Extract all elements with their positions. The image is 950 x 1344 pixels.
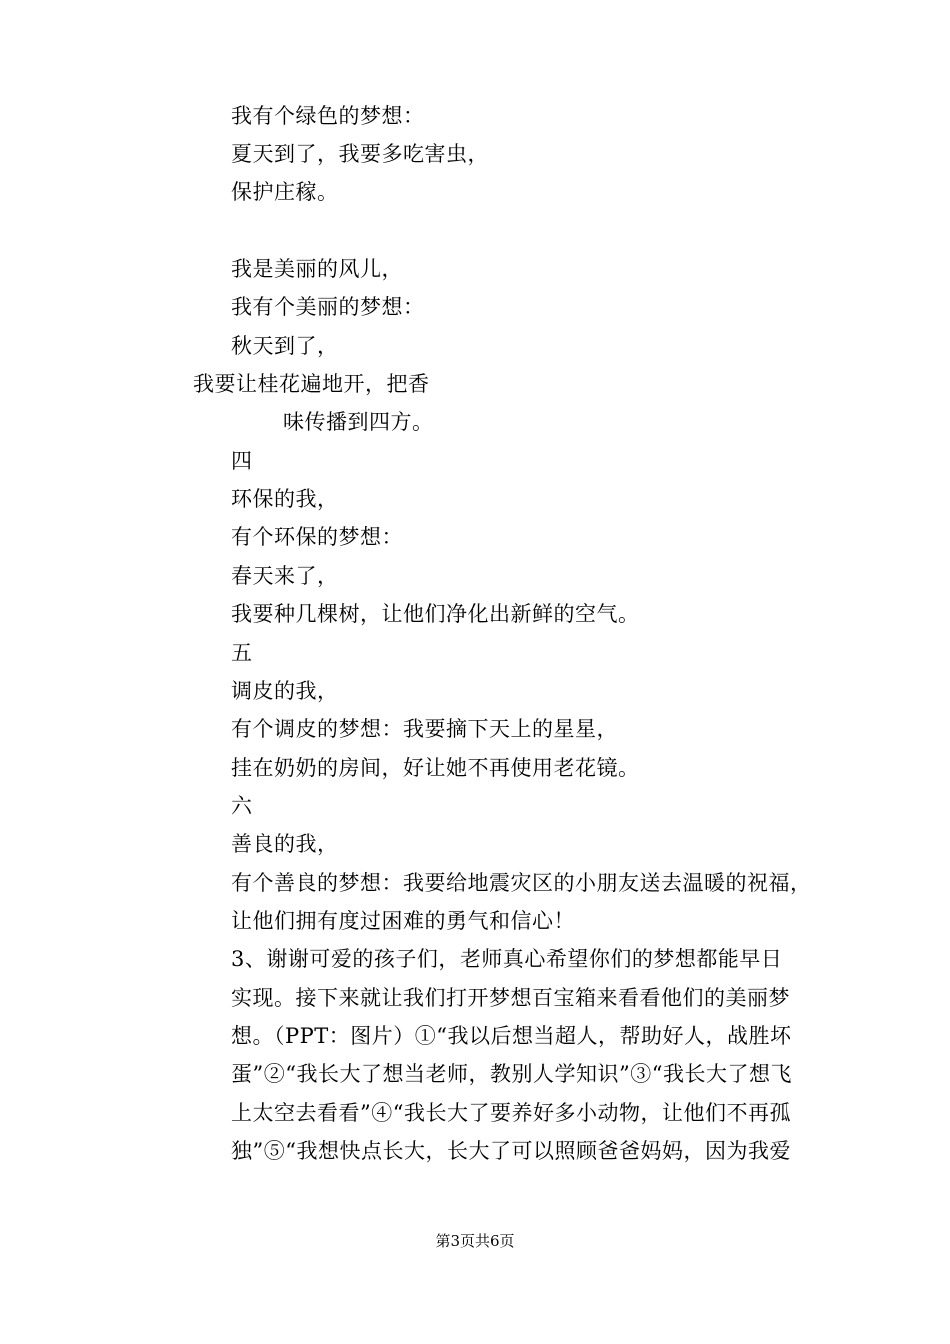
text-line: 让他们拥有度过困难的勇气和信心！ <box>231 909 575 933</box>
text-line: 保护庄稼。 <box>231 180 339 204</box>
text-line: 我要种几棵树，让他们净化出新鲜的空气。 <box>231 602 640 626</box>
paragraph-line: 想。（PPT：图片）①“我以后想当超人，帮助好人，战胜坏 <box>231 1024 792 1048</box>
paragraph-line: 实现。接下来就让我们打开梦想百宝箱来看看他们的美丽梦 <box>231 986 790 1010</box>
text-line: 环保的我， <box>231 487 339 511</box>
text-line: 有个调皮的梦想：我要摘下天上的星星， <box>231 717 618 741</box>
text-line: 善良的我， <box>231 832 339 856</box>
text-line: 有个环保的梦想： <box>231 525 403 549</box>
text-line: 春天来了， <box>231 564 339 588</box>
paragraph-line: 上太空去看看”④“我长大了要养好多小动物，让他们不再孤 <box>231 1101 791 1125</box>
text-line: 我是美丽的风儿， <box>231 257 403 281</box>
section-number: 六 <box>231 794 253 818</box>
text-line: 挂在奶奶的房间，好让她不再使用老花镜。 <box>231 756 640 780</box>
text-line: 有个善良的梦想：我要给地震灾区的小朋友送去温暖的祝福， <box>231 871 812 895</box>
page-footer: 第3页共6页 <box>435 1232 515 1250</box>
text-line: 我有个美丽的梦想： <box>231 295 425 319</box>
text-line: 夏天到了，我要多吃害虫， <box>231 142 489 166</box>
section-number: 五 <box>231 641 253 665</box>
paragraph-line: 3、谢谢可爱的孩子们，老师真心希望你们的梦想都能早日 <box>231 947 783 971</box>
text-line: 我要让桂花遍地开，把香 <box>193 372 430 396</box>
text-line: 我有个绿色的梦想： <box>231 104 425 128</box>
text-line: 调皮的我， <box>231 679 339 703</box>
text-line: 秋天到了， <box>231 334 339 358</box>
paragraph-line: 独”⑤“我想快点长大，长大了可以照顾爸爸妈妈，因为我爱 <box>231 1139 791 1163</box>
section-number: 四 <box>231 449 253 473</box>
paragraph-line: 蛋”②“我长大了想当老师，教别人学知识”③“我长大了想飞 <box>231 1062 792 1086</box>
text-line: 味传播到四方。 <box>283 410 434 434</box>
